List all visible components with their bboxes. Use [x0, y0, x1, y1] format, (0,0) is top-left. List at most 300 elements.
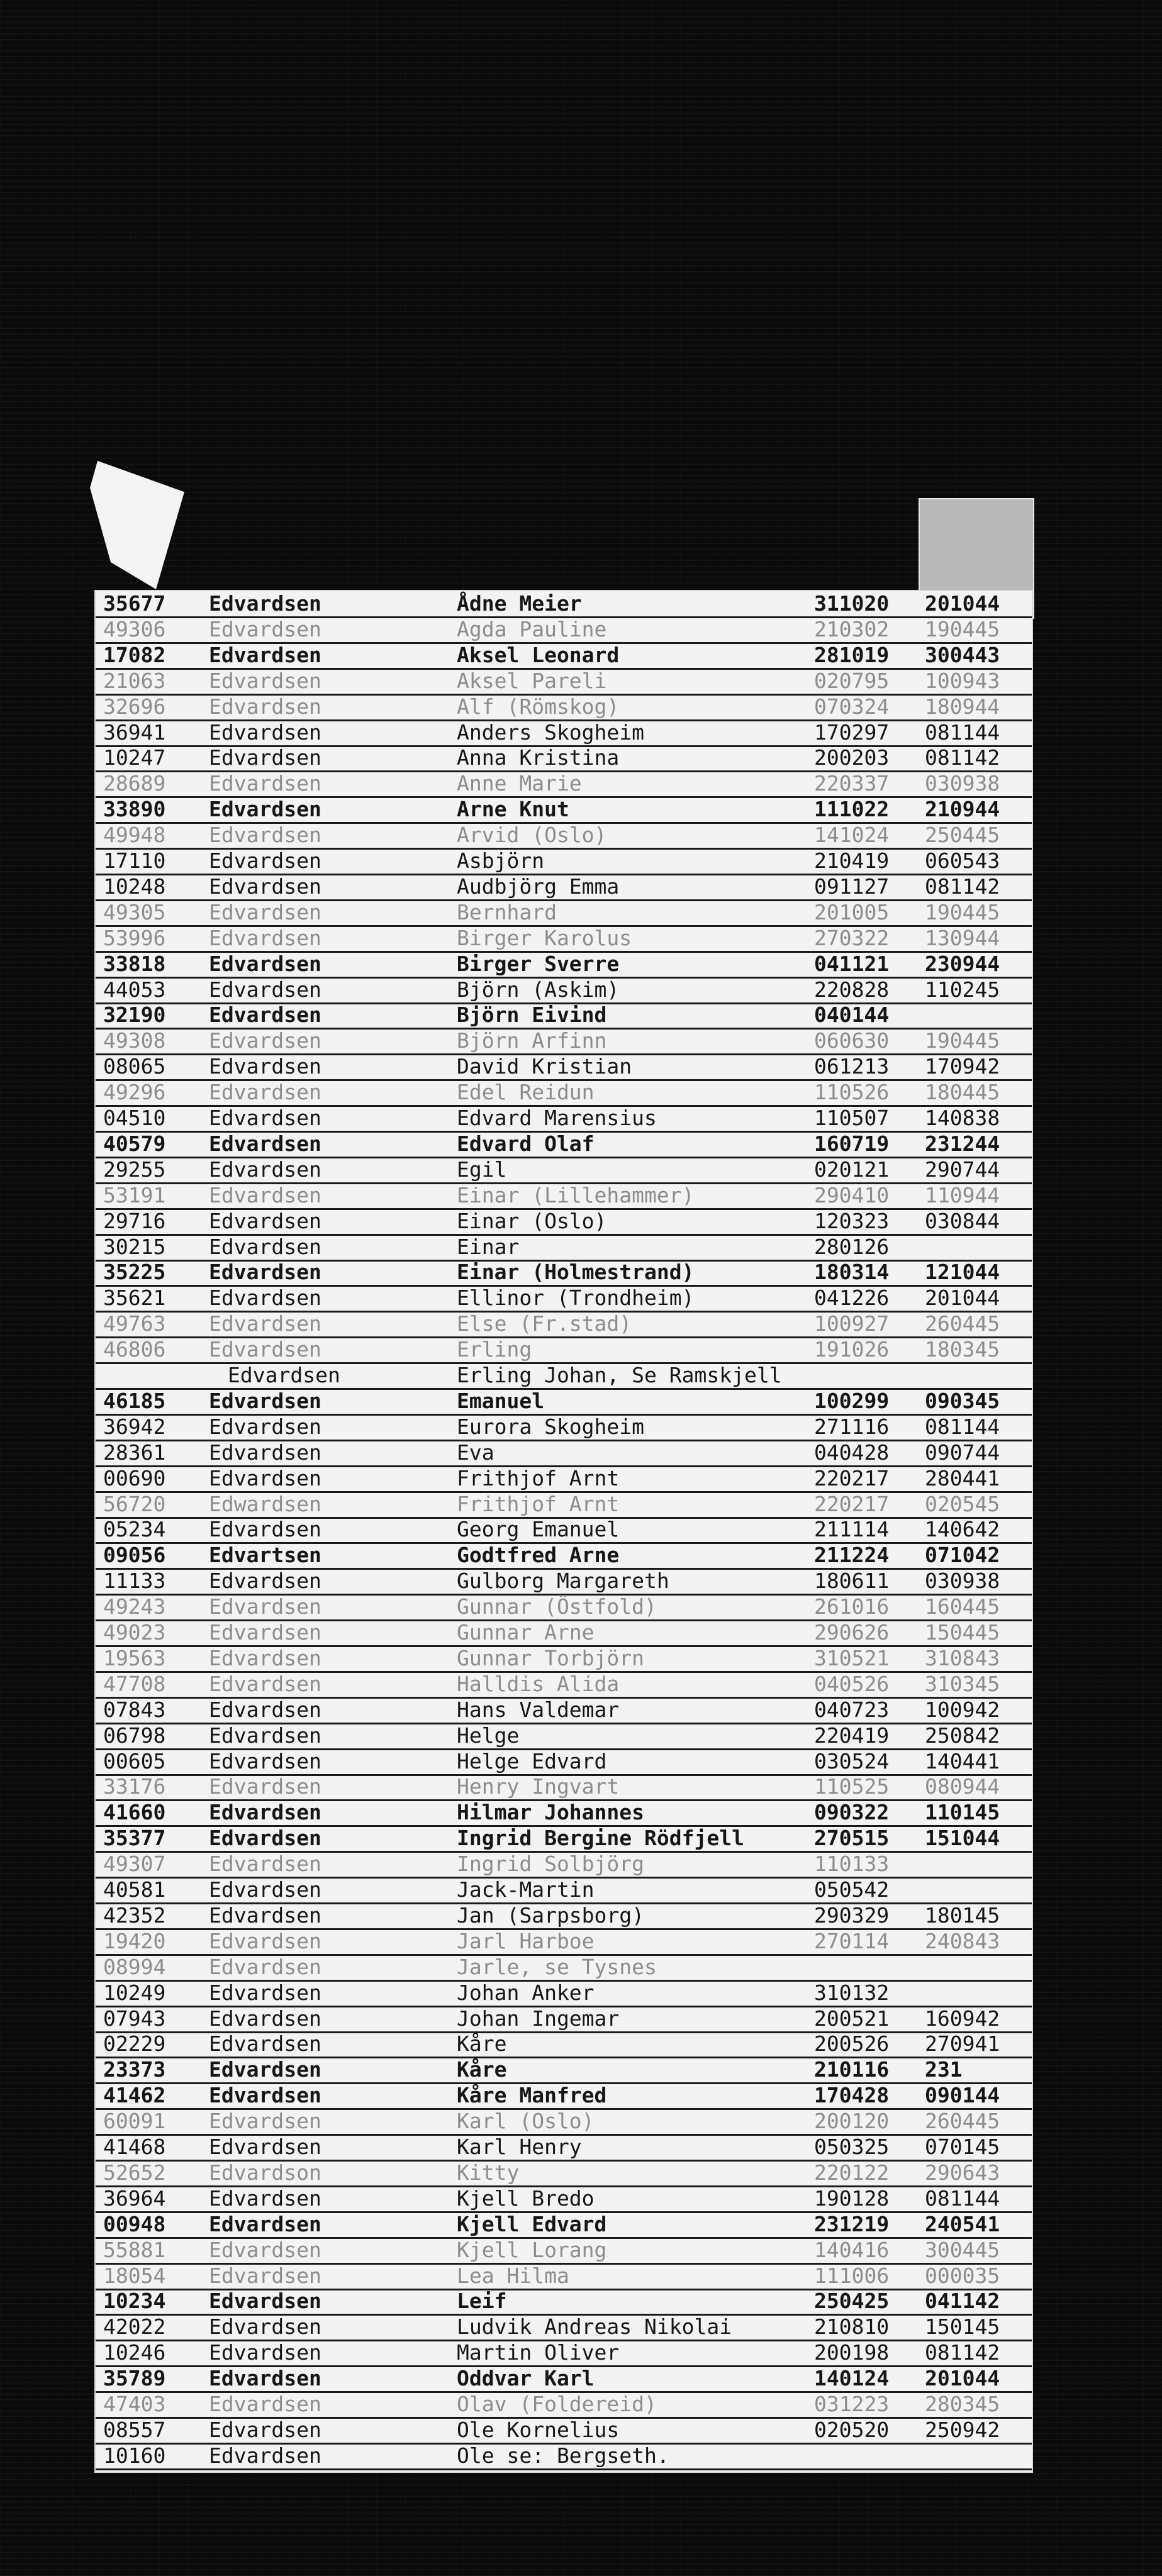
- record-given-name: Edel Reidun: [457, 1080, 595, 1104]
- record-date-1: 220122: [814, 2160, 890, 2185]
- record-date-2: 071042: [925, 1543, 1000, 1567]
- record-surname: Edvardsen: [209, 2314, 321, 2339]
- record-row: [96, 1157, 1032, 1184]
- record-surname: Edvardsen: [209, 1311, 321, 1336]
- record-date-1: 210810: [814, 2314, 890, 2339]
- record-given-name: Hilmar Johannes: [457, 1800, 645, 1824]
- record-number: 10234: [103, 2289, 166, 2313]
- record-date-1: 220419: [814, 1723, 890, 1748]
- record-surname: Edvardsen: [209, 617, 321, 641]
- record-row: [96, 1568, 1032, 1596]
- record-number: 02229: [103, 2031, 166, 2056]
- record-date-1: 201005: [814, 900, 890, 924]
- record-given-name: Ole se: Bergseth.: [457, 2443, 669, 2468]
- record-row: [96, 720, 1032, 747]
- record-given-name: Kitty: [457, 2160, 520, 2185]
- record-row: [96, 2006, 1032, 2033]
- record-date-2: 180345: [925, 1337, 1000, 1362]
- record-given-name: Kåre Manfred: [457, 2083, 607, 2107]
- record-date-1: 110525: [814, 1774, 890, 1799]
- record-row: [96, 1826, 1032, 1853]
- record-number: 21063: [103, 669, 166, 693]
- record-given-name: Björn Arfinn: [457, 1028, 607, 1053]
- record-number: 42022: [103, 2314, 166, 2339]
- record-surname: Edvardsen: [209, 591, 321, 616]
- record-surname: Edvardsen: [209, 2366, 321, 2390]
- record-number: 33818: [103, 952, 166, 976]
- record-surname: Edvardsen: [209, 1826, 321, 1850]
- record-date-1: 210302: [814, 617, 890, 641]
- record-date-1: 050542: [814, 1877, 890, 1902]
- record-date-1: 090322: [814, 1800, 890, 1824]
- record-date-1: 020121: [814, 1157, 890, 1182]
- record-row: [96, 643, 1032, 670]
- record-row: [96, 2392, 1032, 2419]
- record-row: [96, 2263, 1032, 2290]
- record-date-1: 061213: [814, 1054, 890, 1079]
- record-number: 29716: [103, 1209, 166, 1233]
- record-row: [96, 1183, 1032, 1210]
- record-date-2: 231: [925, 2057, 963, 2082]
- record-number: 00605: [103, 1749, 166, 1774]
- record-date-2: 030844: [925, 1209, 1000, 1233]
- record-row: [96, 1235, 1032, 1262]
- record-date-2: 020545: [925, 1492, 1000, 1516]
- record-date-1: 140124: [814, 2366, 890, 2390]
- record-row: [96, 1723, 1032, 1750]
- record-given-name: Jack-Martin: [457, 1877, 595, 1902]
- record-date-2: 201044: [925, 2366, 1000, 2390]
- record-surname: Edvardsen: [209, 1620, 321, 1645]
- record-row: [96, 1955, 1032, 1982]
- record-date-2: 201044: [925, 1285, 1000, 1310]
- record-date-1: 220217: [814, 1466, 890, 1491]
- record-number: 53996: [103, 926, 166, 950]
- record-number: 42352: [103, 1903, 166, 1928]
- record-row: [96, 2212, 1032, 2239]
- record-row: [96, 669, 1032, 696]
- record-date-2: 190445: [925, 1028, 1000, 1053]
- record-given-name: Helge: [457, 1723, 520, 1748]
- record-date-2: 080944: [925, 1774, 1000, 1799]
- record-number: 35789: [103, 2366, 166, 2390]
- record-date-2: 280345: [925, 2392, 1000, 2416]
- record-row: [96, 926, 1032, 953]
- record-date-2: 280441: [925, 1466, 1000, 1491]
- record-number: 49308: [103, 1028, 166, 1053]
- record-date-1: 200120: [814, 2109, 890, 2133]
- record-row: [96, 874, 1032, 901]
- record-number: 19563: [103, 1646, 166, 1670]
- record-row: [96, 694, 1032, 721]
- record-date-1: 211114: [814, 1517, 890, 1541]
- record-given-name: Erling: [457, 1337, 532, 1362]
- record-surname: Edvardsen: [209, 2418, 321, 2442]
- record-number: 10246: [103, 2340, 166, 2365]
- record-given-name: Einar (Lillehammer): [457, 1183, 695, 1208]
- record-date-1: 270322: [814, 926, 890, 950]
- record-number: 49243: [103, 1594, 166, 1619]
- record-number: 41468: [103, 2135, 166, 2159]
- record-given-name: Kjell Lorang: [457, 2238, 607, 2262]
- record-date-2: 190445: [925, 900, 1000, 924]
- record-row: [96, 2031, 1032, 2058]
- record-given-name: Kjell Bredo: [457, 2186, 595, 2211]
- record-row: [96, 1131, 1032, 1158]
- record-surname: Edwardsen: [209, 1492, 321, 1516]
- record-date-2: 201044: [925, 591, 1000, 616]
- record-surname: Edvardson: [209, 2160, 321, 2185]
- record-row: [96, 1337, 1032, 1364]
- record-number: 33176: [103, 1774, 166, 1799]
- record-date-2: 300443: [925, 643, 1000, 667]
- record-date-1: 100299: [814, 1389, 890, 1413]
- record-row: [96, 1389, 1032, 1416]
- record-date-1: 110526: [814, 1080, 890, 1104]
- record-surname: Edvardsen: [209, 874, 321, 899]
- record-given-name: Gulborg Margareth: [457, 1568, 669, 1593]
- record-row: [96, 2135, 1032, 2162]
- record-surname: Edvardsen: [209, 1517, 321, 1541]
- record-surname: Edvardsen: [209, 2340, 321, 2365]
- record-date-2: 081144: [925, 720, 1000, 745]
- record-number: 23373: [103, 2057, 166, 2082]
- record-number: 49307: [103, 1852, 166, 1876]
- record-row: [96, 2109, 1032, 2136]
- record-date-2: 081144: [925, 2186, 1000, 2211]
- record-surname: Edvardsen: [209, 823, 321, 847]
- record-number: 44053: [103, 977, 166, 1002]
- record-number: 53191: [103, 1183, 166, 1208]
- record-number: 47403: [103, 2392, 166, 2416]
- record-surname: Edvardsen: [209, 1440, 321, 1465]
- record-row: [96, 1852, 1032, 1879]
- record-number: 30215: [103, 1235, 166, 1259]
- record-given-name: Olav (Foldereid): [457, 2392, 657, 2416]
- record-given-name: Edvard Olaf: [457, 1131, 595, 1156]
- record-date-1: 200198: [814, 2340, 890, 2365]
- record-date-2: 110145: [925, 1800, 1000, 1824]
- record-date-1: 231219: [814, 2212, 890, 2236]
- record-surname: Edvardsen: [209, 1002, 321, 1027]
- record-row: [96, 2238, 1032, 2265]
- record-number: 36941: [103, 720, 166, 745]
- record-date-2: 030938: [925, 1568, 1000, 1593]
- record-date-1: 200526: [814, 2031, 890, 2056]
- record-row: [96, 1517, 1032, 1544]
- record-date-2: 180944: [925, 694, 1000, 719]
- record-date-2: 180145: [925, 1903, 1000, 1928]
- record-date-1: 200521: [814, 2006, 890, 2031]
- record-surname: Edvardsen: [209, 643, 321, 667]
- record-surname: Edvardsen: [209, 1285, 321, 1310]
- record-given-name: Birger Karolus: [457, 926, 632, 950]
- record-date-1: 070324: [814, 694, 890, 719]
- record-date-2: 041142: [925, 2289, 1000, 2313]
- record-given-name: Einar (Holmestrand): [457, 1260, 695, 1284]
- record-date-2: 160942: [925, 2006, 1000, 2031]
- record-date-1: 270515: [814, 1826, 890, 1850]
- record-date-2: 240541: [925, 2212, 1000, 2236]
- record-date-2: 231244: [925, 1131, 1000, 1156]
- record-row: [96, 1543, 1032, 1570]
- record-surname: Edvardsen: [209, 1131, 321, 1156]
- record-date-2: 250445: [925, 823, 1000, 847]
- record-row: [96, 977, 1032, 1004]
- record-number: 07943: [103, 2006, 166, 2031]
- record-row: [96, 1260, 1032, 1287]
- record-number: 00948: [103, 2212, 166, 2236]
- record-given-name: Aksel Pareli: [457, 669, 607, 693]
- record-given-name: Alf (Römskog): [457, 694, 620, 719]
- record-date-2: 260445: [925, 2109, 1000, 2133]
- record-date-1: 290410: [814, 1183, 890, 1208]
- record-surname: Edvardsen: [209, 1235, 321, 1259]
- record-given-name: Martin Oliver: [457, 2340, 620, 2365]
- record-date-1: 040526: [814, 1672, 890, 1696]
- record-date-2: 110944: [925, 1183, 1000, 1208]
- record-surname: Edvardsen: [209, 720, 321, 745]
- record-surname: Edvardsen: [209, 848, 321, 873]
- record-date-2: 300445: [925, 2238, 1000, 2262]
- record-date-1: 091127: [814, 874, 890, 899]
- record-row: [96, 2314, 1032, 2341]
- record-given-name: Godtfred Arne: [457, 1543, 620, 1567]
- record-row: [96, 1466, 1032, 1493]
- record-date-1: 110133: [814, 1852, 890, 1876]
- record-number: 49305: [103, 900, 166, 924]
- record-date-2: 000035: [925, 2263, 1000, 2288]
- record-date-2: 100943: [925, 669, 1000, 693]
- record-date-2: 081142: [925, 2340, 1000, 2365]
- record-surname: Edvardsen: [209, 1106, 321, 1130]
- record-number: 05234: [103, 1517, 166, 1541]
- record-date-1: 270114: [814, 1929, 890, 1953]
- record-given-name: Ingrid Bergine Rödfjell: [457, 1826, 744, 1850]
- record-date-2: 121044: [925, 1260, 1000, 1284]
- record-number: 47708: [103, 1672, 166, 1696]
- record-date-1: 310132: [814, 1980, 890, 2005]
- record-date-1: 281019: [814, 643, 890, 667]
- record-given-name: Gunnar Torbjörn: [457, 1646, 645, 1670]
- record-date-1: 261016: [814, 1594, 890, 1619]
- record-surname: Edvardsen: [209, 952, 321, 976]
- record-number: 41462: [103, 2083, 166, 2107]
- record-given-name: Ole Kornelius: [457, 2418, 620, 2442]
- record-surname: Edvardsen: [209, 2289, 321, 2313]
- record-given-name: Karl (Oslo): [457, 2109, 595, 2133]
- record-date-2: 150145: [925, 2314, 1000, 2339]
- record-number: 35677: [103, 591, 166, 616]
- record-row: [96, 1903, 1032, 1930]
- record-number: 35377: [103, 1826, 166, 1850]
- record-given-name: Emanuel: [457, 1389, 545, 1413]
- record-number: 55881: [103, 2238, 166, 2262]
- record-date-2: 250942: [925, 2418, 1000, 2442]
- record-surname: Edvardsen: [209, 1389, 321, 1413]
- record-given-name: Ellinor (Trondheim): [457, 1285, 695, 1310]
- record-row: [96, 1594, 1032, 1621]
- record-date-1: 020520: [814, 2418, 890, 2442]
- record-date-1: 040723: [814, 1697, 890, 1722]
- record-number: 46185: [103, 1389, 166, 1413]
- record-number: 49948: [103, 823, 166, 847]
- record-date-2: 150445: [925, 1620, 1000, 1645]
- record-date-1: 031223: [814, 2392, 890, 2416]
- record-surname: Edvardsen: [209, 1183, 321, 1208]
- record-number: 07843: [103, 1697, 166, 1722]
- record-row: [96, 617, 1032, 644]
- record-surname: Edvardsen: [209, 1028, 321, 1053]
- record-given-name: Leif: [457, 2289, 507, 2313]
- record-row: [96, 823, 1032, 850]
- record-surname: Edvardsen: [209, 900, 321, 924]
- record-number: 32696: [103, 694, 166, 719]
- record-given-name: Kjell Edvard: [457, 2212, 607, 2236]
- record-surname: Edvardsen: [209, 2186, 321, 2211]
- record-given-name: Erling Johan, Se Ramskjell: [457, 1363, 782, 1387]
- record-given-name: Frithjof Arnt: [457, 1466, 620, 1491]
- record-date-1: 040144: [814, 1002, 890, 1027]
- record-row: [96, 1774, 1032, 1801]
- record-row: [96, 1749, 1032, 1776]
- record-row: [96, 1440, 1032, 1467]
- record-date-2: 030938: [925, 771, 1000, 796]
- record-given-name: Lea Hilma: [457, 2263, 569, 2288]
- record-given-name: Ådne Meier: [457, 591, 582, 616]
- record-surname: Edvardsen: [209, 669, 321, 693]
- record-date-1: 220828: [814, 977, 890, 1002]
- record-row: [96, 1363, 1032, 1390]
- record-date-2: 170942: [925, 1054, 1000, 1079]
- record-number: 35225: [103, 1260, 166, 1284]
- record-date-1: 140416: [814, 2238, 890, 2262]
- record-date-2: 110245: [925, 977, 1000, 1002]
- record-date-2: 081142: [925, 874, 1000, 899]
- record-number: 28361: [103, 1440, 166, 1465]
- record-row: [96, 952, 1032, 979]
- record-given-name: Anders Skogheim: [457, 720, 645, 745]
- record-number: 10247: [103, 745, 166, 770]
- record-number: 46806: [103, 1337, 166, 1362]
- record-date-2: 240843: [925, 1929, 1000, 1953]
- record-surname: Edvardsen: [209, 1723, 321, 1748]
- record-date-2: 081142: [925, 745, 1000, 770]
- record-given-name: Jarle, se Tysnes: [457, 1955, 657, 1979]
- record-surname: Edvardsen: [209, 1980, 321, 2005]
- record-date-2: 270941: [925, 2031, 1000, 2056]
- record-number: 52652: [103, 2160, 166, 2185]
- record-number: 10248: [103, 874, 166, 899]
- record-date-2: 100942: [925, 1697, 1000, 1722]
- record-number: 41660: [103, 1800, 166, 1824]
- record-surname: Edvardsen: [209, 1800, 321, 1824]
- record-surname: Edvardsen: [209, 2212, 321, 2236]
- record-date-1: 310521: [814, 1646, 890, 1670]
- record-number: 36942: [103, 1414, 166, 1439]
- record-number: 17110: [103, 848, 166, 873]
- record-row: [96, 797, 1032, 824]
- record-surname: Edvardsen: [209, 1568, 321, 1593]
- record-given-name: Arvid (Oslo): [457, 823, 607, 847]
- record-given-name: Einar: [457, 1235, 520, 1259]
- record-row: [96, 1028, 1032, 1055]
- record-surname: Edvardsen: [209, 1877, 321, 1902]
- record-given-name: Asbjörn: [457, 848, 545, 873]
- record-surname: Edvardsen: [209, 1852, 321, 1876]
- record-row: [96, 1080, 1032, 1107]
- record-number: 17082: [103, 643, 166, 667]
- record-date-2: 140838: [925, 1106, 1000, 1130]
- record-given-name: Ingrid Solbjörg: [457, 1852, 645, 1876]
- record-given-name: David Kristian: [457, 1054, 632, 1079]
- record-date-2: 310345: [925, 1672, 1000, 1696]
- record-surname: Edvardsen: [209, 1157, 321, 1182]
- record-date-2: 151044: [925, 1826, 1000, 1850]
- record-surname: Edvardsen: [209, 2263, 321, 2288]
- record-number: 33890: [103, 797, 166, 821]
- record-row: [96, 1285, 1032, 1313]
- record-row: [96, 2083, 1032, 2110]
- record-number: 32190: [103, 1002, 166, 1027]
- record-date-1: 311020: [814, 591, 890, 616]
- record-row: [96, 2160, 1032, 2187]
- record-given-name: Agda Pauline: [457, 617, 607, 641]
- record-given-name: Edvard Marensius: [457, 1106, 657, 1130]
- record-surname: Edvardsen: [209, 2057, 321, 2082]
- record-date-1: 060630: [814, 1028, 890, 1053]
- record-row: [96, 1800, 1032, 1827]
- record-surname: Edvardsen: [209, 1749, 321, 1774]
- record-row: [96, 1672, 1032, 1699]
- record-surname: Edvardsen: [209, 1466, 321, 1491]
- record-date-2: 090744: [925, 1440, 1000, 1465]
- record-given-name: Aksel Leonard: [457, 643, 620, 667]
- record-row: [96, 1054, 1032, 1081]
- record-number: 49296: [103, 1080, 166, 1104]
- record-date-2: 310843: [925, 1646, 1000, 1670]
- record-date-2: 090144: [925, 2083, 1000, 2107]
- record-number: 40581: [103, 1877, 166, 1902]
- record-number: 09056: [103, 1543, 166, 1567]
- record-date-2: 060543: [925, 848, 1000, 873]
- record-given-name: Gunnar (Östfold): [457, 1594, 657, 1619]
- record-surname: Edvardsen: [209, 1080, 321, 1104]
- record-number: 49306: [103, 617, 166, 641]
- record-surname: Edvardsen: [209, 1672, 321, 1696]
- record-date-2: 130944: [925, 926, 1000, 950]
- record-number: 10160: [103, 2443, 166, 2468]
- record-given-name: Eva: [457, 1440, 494, 1465]
- record-surname: Edvardsen: [209, 1646, 321, 1670]
- record-given-name: Halldis Alida: [457, 1672, 620, 1696]
- record-surname: Edvardsen: [209, 694, 321, 719]
- record-date-1: 020795: [814, 669, 890, 693]
- record-date-1: 170428: [814, 2083, 890, 2107]
- record-given-name: Johan Ingemar: [457, 2006, 620, 2031]
- record-given-name: Ludvik Andreas Nikolai: [457, 2314, 732, 2339]
- record-row: [96, 1209, 1032, 1236]
- record-date-2: 140642: [925, 1517, 1000, 1541]
- record-number: 04510: [103, 1106, 166, 1130]
- record-number: 08557: [103, 2418, 166, 2442]
- record-given-name: Jarl Harboe: [457, 1929, 595, 1953]
- record-row: [96, 1106, 1032, 1133]
- record-date-1: 041226: [814, 1285, 890, 1310]
- record-surname: Edvardsen: [209, 1774, 321, 1799]
- record-date-2: 081144: [925, 1414, 1000, 1439]
- record-row: [96, 900, 1032, 927]
